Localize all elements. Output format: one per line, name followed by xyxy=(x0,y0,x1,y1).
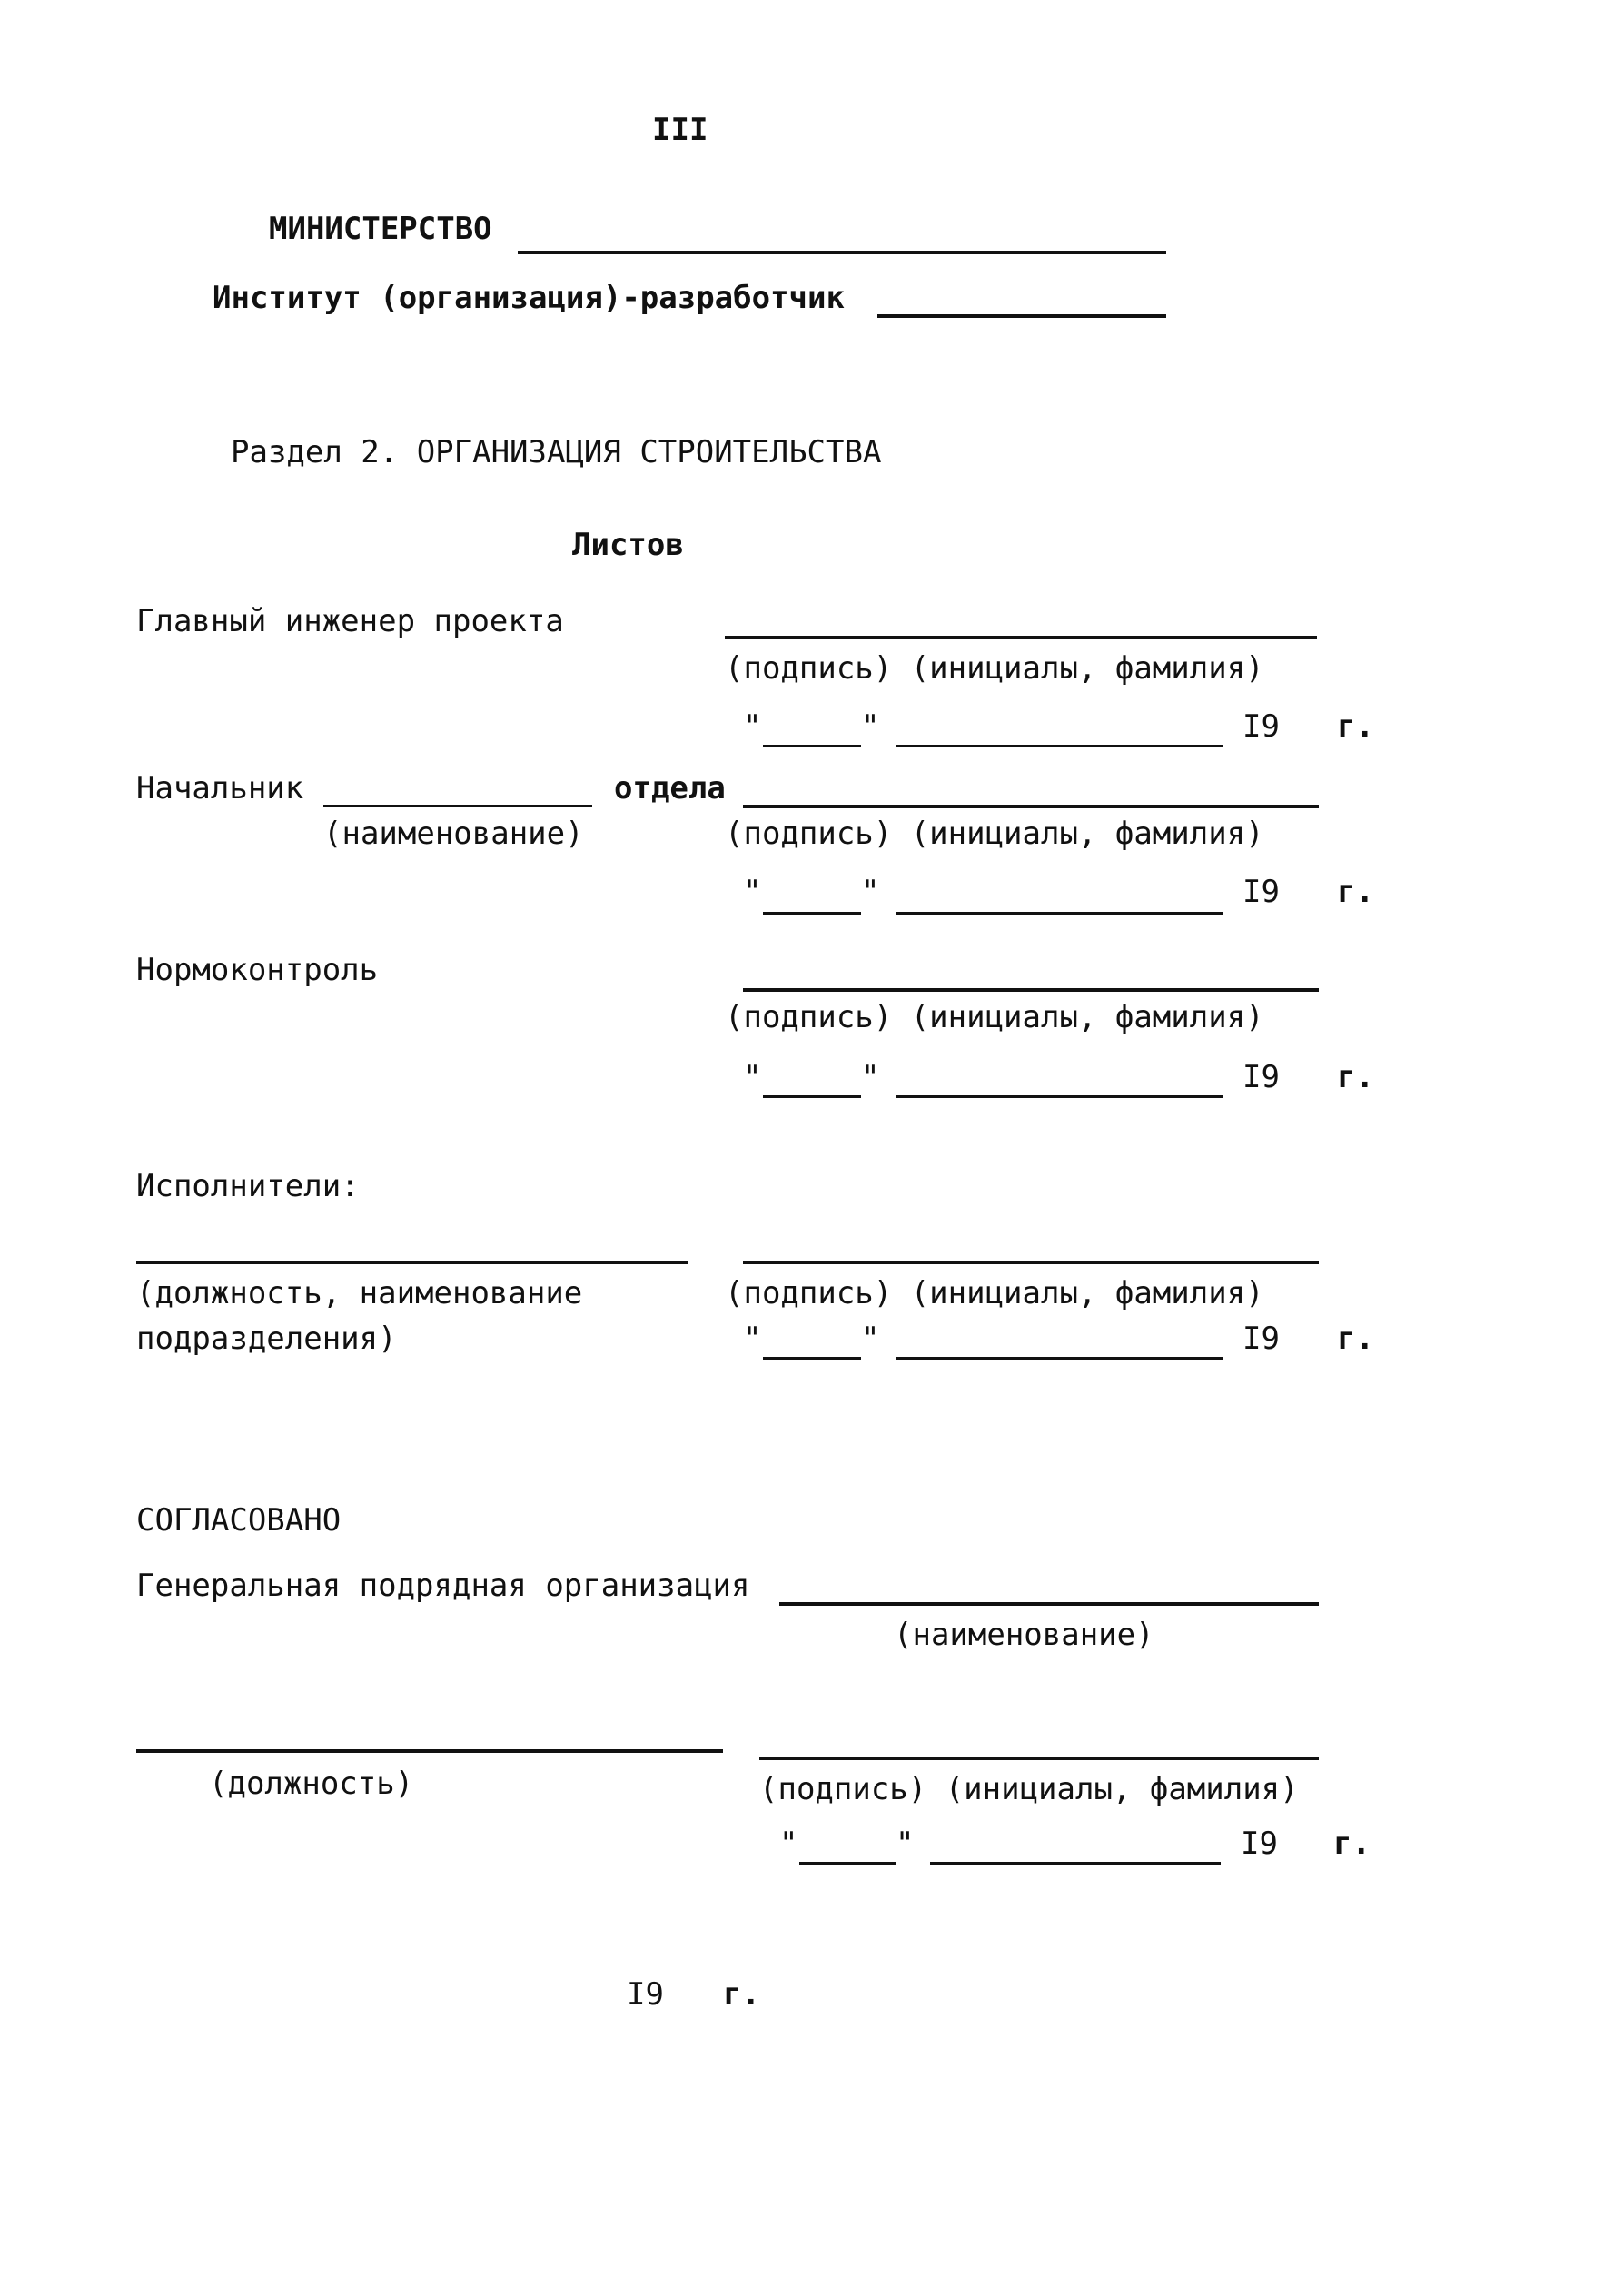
approval-signature-line[interactable] xyxy=(759,1757,1319,1760)
performer-position-caption-line1: (должность, наименование xyxy=(136,1275,583,1311)
contractor-label: Генеральная подрядная организация xyxy=(136,1568,750,1604)
date-month-line[interactable] xyxy=(896,912,1223,915)
contractor-name-line[interactable] xyxy=(779,1602,1319,1606)
date-quote-close: " xyxy=(861,874,880,910)
date-quote-close: " xyxy=(896,1826,915,1862)
date-quote-open: " xyxy=(743,708,762,745)
chief-engineer-label: Главный инженер проекта xyxy=(136,603,564,639)
performer-position-line[interactable] xyxy=(136,1261,688,1264)
performers-label: Исполнители: xyxy=(136,1168,360,1204)
institute-label: Институт (организация)-разработчик xyxy=(213,280,845,316)
approval-title: СОГЛАСОВАНО xyxy=(136,1502,342,1539)
approval-position-caption: (должность) xyxy=(209,1766,414,1802)
performer-signature-line[interactable] xyxy=(743,1261,1319,1264)
date-day-line[interactable] xyxy=(763,745,861,747)
date-year-suffix: г. xyxy=(1337,874,1374,910)
date-year-prefix: I9 xyxy=(1243,874,1280,910)
date-year-suffix: г. xyxy=(1337,1059,1374,1095)
date-month-line[interactable] xyxy=(896,745,1223,747)
norm-control-signature-line[interactable] xyxy=(743,988,1319,992)
date-day-line[interactable] xyxy=(763,1095,861,1098)
chief-engineer-signature-line[interactable] xyxy=(725,636,1317,639)
section-title: Раздел 2. ОРГАНИЗАЦИЯ СТРОИТЕЛЬСТВА xyxy=(231,434,882,470)
signature-caption: (подпись) (инициалы, фамилия) xyxy=(725,650,1264,687)
date-year-prefix: I9 xyxy=(1243,1059,1280,1095)
department-name-line[interactable] xyxy=(323,805,592,807)
institute-fill-line[interactable] xyxy=(877,314,1166,318)
performer-position-caption-line2: подразделения) xyxy=(136,1321,397,1357)
contractor-name-caption: (наименование) xyxy=(894,1617,1154,1653)
date-year-suffix: г. xyxy=(1337,708,1374,745)
department-suffix: отдела xyxy=(614,770,726,807)
date-month-line[interactable] xyxy=(896,1357,1223,1360)
date-year-prefix: I9 xyxy=(1243,1321,1280,1357)
date-month-line[interactable] xyxy=(896,1095,1223,1098)
signature-caption: (подпись) (инициалы, фамилия) xyxy=(725,999,1264,1035)
date-day-line[interactable] xyxy=(799,1862,896,1865)
date-month-line[interactable] xyxy=(930,1862,1221,1865)
date-quote-close: " xyxy=(861,708,880,745)
approval-position-line[interactable] xyxy=(136,1749,723,1753)
date-quote-open: " xyxy=(779,1826,798,1862)
date-quote-open: " xyxy=(743,874,762,910)
page-number: III xyxy=(652,112,708,148)
department-head-signature-line[interactable] xyxy=(743,805,1319,808)
date-quote-open: " xyxy=(743,1059,762,1095)
date-day-line[interactable] xyxy=(763,1357,861,1360)
date-quote-close: " xyxy=(861,1321,880,1357)
norm-control-label: Нормоконтроль xyxy=(136,952,379,988)
ministry-fill-line[interactable] xyxy=(518,251,1166,254)
footer-year-prefix: I9 xyxy=(627,1976,664,2013)
date-year-prefix: I9 xyxy=(1241,1826,1278,1862)
department-head-label: Начальник xyxy=(136,770,304,807)
ministry-label: МИНИСТЕРСТВО xyxy=(269,211,492,247)
signature-caption: (подпись) (инициалы, фамилия) xyxy=(725,1275,1264,1311)
date-year-prefix: I9 xyxy=(1243,708,1280,745)
date-quote-close: " xyxy=(861,1059,880,1095)
signature-caption: (подпись) (инициалы, фамилия) xyxy=(725,816,1264,852)
department-name-caption: (наименование) xyxy=(323,816,584,852)
date-year-suffix: г. xyxy=(1337,1321,1374,1357)
signature-caption: (подпись) (инициалы, фамилия) xyxy=(759,1771,1299,1807)
footer-year-suffix: г. xyxy=(723,1976,760,2013)
sheets-label: Листов xyxy=(572,527,684,563)
date-year-suffix: г. xyxy=(1333,1826,1371,1862)
date-day-line[interactable] xyxy=(763,912,861,915)
date-quote-open: " xyxy=(743,1321,762,1357)
